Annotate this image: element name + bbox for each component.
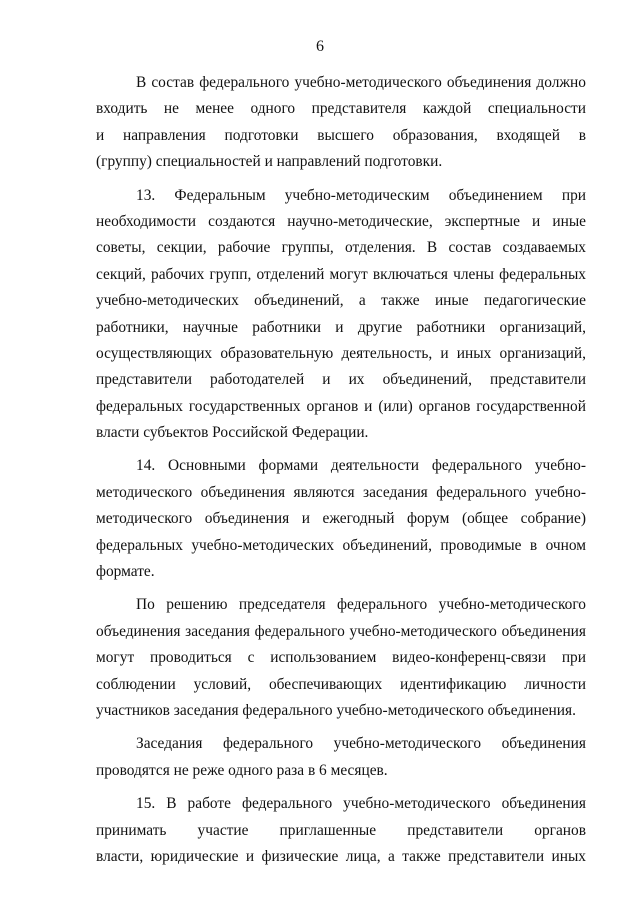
paragraph [96, 592, 586, 724]
text-line: представители работодателей и их объединений, представители [96, 371, 586, 389]
text-line: принимать участие приглашенные представители органов [96, 821, 586, 839]
paragraph-14 [96, 453, 586, 585]
document-body [96, 70, 586, 870]
text-line: соблюдении условий, обеспечивающих идентификацию личности [96, 675, 586, 693]
text-line: необходимости создаются научно-методические, экспертные и иные [96, 212, 586, 230]
text-line: объединения заседания федерального учебно-методического объединения [96, 622, 586, 640]
page-number: 6 [316, 38, 324, 55]
paragraph [96, 731, 586, 784]
text-line: методического объединения и ежегодный форум (общее собрание) [96, 510, 586, 528]
text-line: формате. [96, 563, 155, 581]
text-line: и направления подготовки высшего образования, входящей в [96, 126, 586, 144]
text-line: федеральных учебно-методических объединений, проводимые в очном [96, 536, 586, 554]
text-line: 14. Основными формами деятельности федерального учебно- [136, 457, 586, 475]
text-line: В состав федерального учебно-методического объединения должно [136, 74, 586, 91]
text-line: осуществляющих образовательную деятельность, и иных организаций, [96, 344, 586, 362]
text-line: работники, научные работники и другие работники организаций, [96, 318, 586, 336]
text-line: участников заседания федерального учебно-методического объединения. [96, 701, 576, 719]
text-line: власти субъектов Российской Федерации. [96, 424, 369, 442]
text-line: секций, рабочих групп, отделений могут включаться члены федеральных [96, 265, 586, 283]
paragraph-15 [96, 791, 586, 870]
text-line: учебно-методических объединений, а также иные педагогические [96, 292, 586, 310]
text-line: входить не менее одного представителя каждой специальности [96, 100, 586, 118]
text-line: федеральных государственных органов и (или) органов государственной [96, 397, 586, 415]
text-line: По решению председателя федерального учебно-методического [136, 596, 586, 614]
text-line: методического объединения являются заседания федерального учебно- [96, 483, 586, 501]
text-line: советы, секции, рабочие группы, отделения. В состав создаваемых [96, 239, 586, 257]
text-line: власти, юридические и физические лица, а также представители иных [96, 847, 586, 865]
text-line: (группу) специальностей и направлений подготовки. [96, 153, 443, 171]
paragraph-13 [96, 183, 586, 447]
text-line: могут проводиться с использованием видео-конференц-связи при [96, 649, 586, 667]
text-line: проводятся не реже одного раза в 6 месяцев. [96, 761, 388, 779]
paragraph [96, 70, 586, 176]
text-line: 15. В работе федерального учебно-методического объединения [136, 795, 586, 813]
text-line: Заседания федерального учебно-методического объединения [136, 735, 586, 753]
text-line: 13. Федеральным учебно-методическим объединением при [136, 186, 586, 204]
